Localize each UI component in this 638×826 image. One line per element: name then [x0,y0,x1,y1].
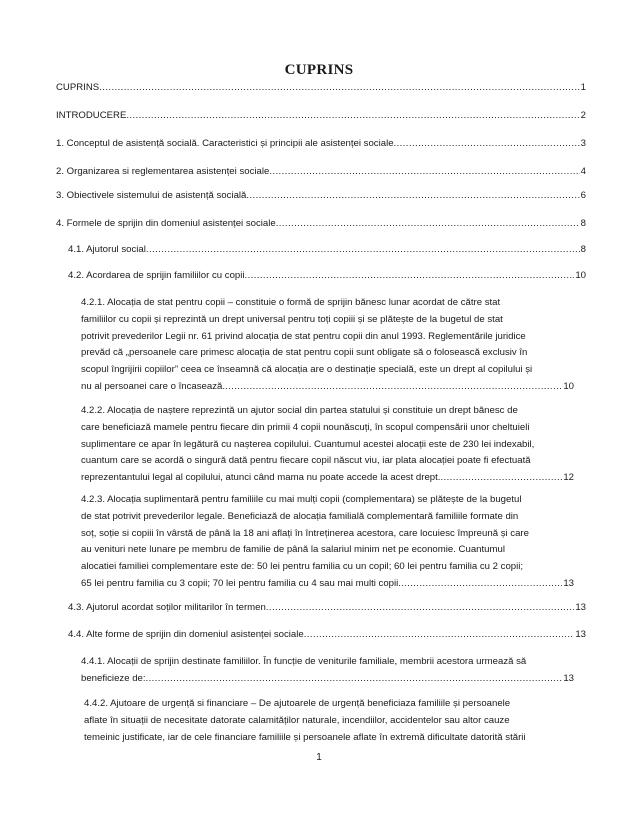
toc-entry-label: 1. Conceptul de asistență socială. Caracteristici și principii ale asistenței sociale [56,138,394,149]
toc-entry-label: 4.4. Alte forme de sprijin din domeniul asistenței sociale [68,629,304,640]
toc-entry-label: beneficieze de: [81,672,146,684]
toc-entry-4-4-1[interactable] [81,654,574,688]
toc-entry-text-line: soț, soție si copiii în vârstă de până la 18 ani aflați în întreținerea acestora, care locuiesc împreună și care [81,527,529,539]
toc-leader [146,671,563,688]
toc-entry-text-line: alocatiei familiei complementare este de: 50 lei pentru familia cu un copil; 60 lei pentru familia cu 2 copii; [81,561,524,573]
toc-leader [245,268,575,285]
toc-page-number: 12 [563,472,574,484]
toc-entry-label: 2. Organizarea si reglementarea asistenței sociale [56,166,270,177]
toc-page-number: 13 [563,577,574,589]
toc-entry-text-line: aflate în situații de necesitate datorate calamităților naturale, incendiilor, accidentelor sau altor cauze [84,714,510,726]
toc-entry-label: 4.2. Acordarea de sprijin familiilor cu copii [68,270,245,281]
toc-entry-text-line: 4.2.3. Alocația suplimentară pentru familiile cu mai mulți copii (complementara) se plătește de la bugetul [81,494,522,505]
toc-entry-text-line: au venituri nete lunare pe membru de familie de până la salariul minim net pe economie. Cuantumul [81,544,505,556]
toc-entry-chapter-4[interactable] [56,216,586,233]
toc-entry-chapter-1[interactable] [56,136,586,153]
toc-leader [440,470,562,487]
toc-entry-text-line: 4.4.2. Ajutoare de urgență si financiare – De ajutoarele de urgență beneficiaza familiile și persoanele [84,698,511,709]
toc-entry-4-3[interactable] [68,600,586,617]
page-title: CUPRINS [284,62,354,78]
toc-entry-text-line: temeinic justificate, iar de cele financiare familiile și persoanele aflate în extremă dificultate datorită stării [84,731,526,743]
toc-entry-cuprins[interactable] [56,80,586,97]
toc-leader [99,80,579,97]
toc-entry-text-line: scopul îngrijirii copiilor” ceea ce înseamnă că alocația are o destinație specială, este un drept al copilului și [81,364,533,376]
toc-entry-text-line: care beneficiază mamele pentru fiecare din primii 4 copii nounăscuți, în scopul compensării unor cheltuieli [81,421,530,433]
toc-entry-label: 3. Obiectivele sistemului de asistență socială [56,190,247,201]
toc-entry-label: nu al persoanei care o încasează. [81,380,225,392]
toc-entry-text-line: 4.2.2. Alocația de naștere reprezintă un ajutor social din partea statului și constituie un drept bănesc de [81,405,518,416]
toc-entry-label: CUPRINS [56,82,100,93]
toc-entry-label: 4. Formele de sprijin din domeniul asistenței sociale [56,218,276,229]
toc-entry-text-line: de stat potrivit prevederilor legale. Beneficiază de alocația familială complementară familiile formate din [81,510,519,522]
toc-entry-chapter-2[interactable] [56,164,586,181]
toc-leader [266,600,575,617]
toc-leader [401,576,562,593]
toc-entry-text-line: familiilor cu copii și reprezintă un drept universal pentru toți copiii și se plătește de la bugetul de stat [81,313,503,325]
toc-leader [246,188,579,205]
toc-page-number: 8 [580,218,586,229]
toc-entry-label: 4.3. Ajutorul acordat soților militarilor în termen [68,602,266,613]
toc-page-number: 13 [575,602,586,613]
toc-entry-text-line: potrivit prevederilor Legii nr. 61 privind alocația de stat pentru copii din anul 1993. Reglementările juridice [81,330,526,342]
toc-entry-text-line: suplimentare ce apar în legătură cu nașterea copilului. Cuantumul acestei alocații este de 230 lei indexabil, [81,438,535,450]
toc-page-number: 10 [575,270,586,281]
toc-page-number: 6 [580,190,586,201]
toc-entry-4-1[interactable] [68,242,586,259]
toc-page-number: 2 [580,110,586,121]
toc-page-number: 13 [563,672,574,684]
toc-entry-label: INTRODUCERE [56,110,127,121]
toc-leader [126,108,579,125]
toc-entry-introducere[interactable] [56,108,586,125]
toc-entry-4-2[interactable] [68,268,586,285]
toc-entry-chapter-3[interactable] [56,188,586,205]
toc-entry-text-line: 4.4.1. Alocații de sprijin destinate familiilor. În funcție de veniturile familiale, membrii acestora urmează să [81,656,527,667]
toc-leader [146,242,580,259]
toc-leader [225,379,562,396]
toc-entry-text-line: cuantum care se acordă o singură dată pentru fiecare copil născut viu, iar plata alocației poate fi efectuată [81,455,531,467]
toc-entry-text-line: prevăd că „persoanele care primesc alocația de stat pentru copii sunt obligate să o folosească exclusiv în [81,347,528,359]
toc-leader [394,136,580,153]
toc-leader [304,627,575,644]
toc-entry-4-4[interactable] [68,627,586,644]
page-number-footer: 1 [316,752,322,763]
toc-entry-4-2-2[interactable] [81,403,574,487]
toc-entry-label: 4.1. Ajutorul social [68,244,146,255]
toc-page-number: 8 [580,244,586,255]
toc-page-number: 1 [580,82,586,93]
toc-page-number: 13 [575,629,586,640]
toc-entry-4-4-2[interactable] [84,696,574,746]
toc-entry-label: reprezentantului legal al copilului, atunci când mama nu poate accede la acest drept. [81,472,441,484]
toc-entry-4-2-3[interactable] [81,492,574,593]
toc-page-number: 10 [563,380,574,392]
toc-page-number: 4 [580,166,586,177]
toc-leader [276,216,580,233]
toc-page-number: 3 [580,138,586,149]
toc-entry-text-line: 4.2.1. Alocația de stat pentru copii – constituie o formă de sprijin bănesc lunar acordat de către stat [81,297,501,308]
toc-leader [269,164,579,181]
toc-entry-label: 65 lei pentru familia cu 3 copii; 70 lei pentru familia cu 4 sau mai multi copii. [81,577,401,589]
toc-entry-4-2-1[interactable] [81,295,574,396]
